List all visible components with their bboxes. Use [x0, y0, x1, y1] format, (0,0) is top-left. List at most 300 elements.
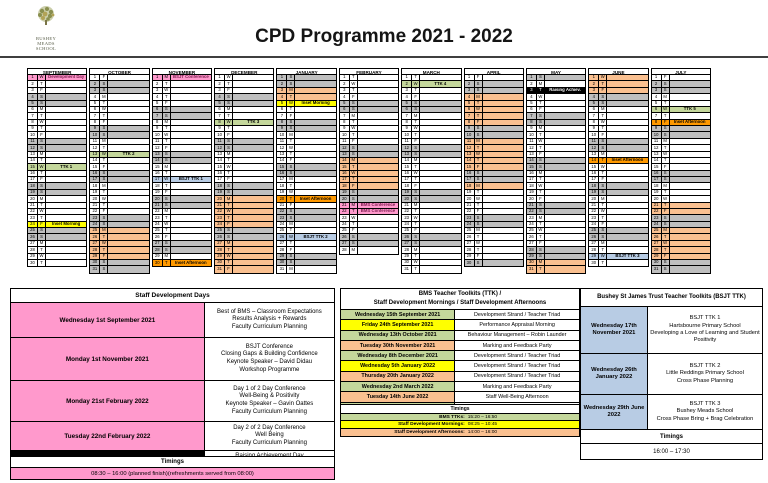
- day-letter: T: [598, 113, 606, 118]
- day-event-cell: [606, 139, 647, 144]
- day-letter: T: [474, 190, 482, 195]
- day-number: 7: [405, 113, 408, 118]
- day-event-cell: [669, 196, 710, 201]
- sdd-detail-line: Best of BMS – Classroom Expectations: [217, 308, 322, 315]
- day-number: 14: [340, 158, 349, 163]
- day-number: 8: [93, 119, 97, 125]
- day-letter: S: [286, 171, 294, 176]
- page-title: CPD Programme 2021 - 2022: [255, 26, 513, 47]
- day-event-cell: [294, 215, 335, 220]
- day-letter: T: [474, 101, 482, 106]
- sdd-detail-line: BSJT Conference: [245, 343, 294, 350]
- sdd-date: Wednesday 1st September 2021: [11, 303, 205, 337]
- day-letter: M: [536, 126, 544, 131]
- day-letter: W: [411, 171, 419, 176]
- day-letter: T: [536, 266, 544, 272]
- day-number: 26: [90, 234, 99, 239]
- bsjt-date: Wednesday 17th November 2021: [581, 307, 648, 353]
- day-event-cell: [107, 120, 148, 125]
- day-letter: W: [474, 152, 482, 157]
- month-january: [276, 68, 336, 274]
- calendar-event: Inset Afternoon: [294, 196, 335, 201]
- day-event-cell: [357, 171, 398, 176]
- bms-row: [341, 341, 579, 351]
- calendar-event: BMS Conference: [357, 203, 398, 208]
- month-body: [401, 75, 461, 274]
- day-letter: W: [224, 209, 232, 214]
- day-number: 22: [92, 208, 98, 214]
- day-event-cell: [232, 241, 273, 246]
- day-number: 7: [527, 113, 536, 118]
- day-number: 26: [215, 234, 224, 239]
- day-number: 17: [30, 177, 35, 182]
- day-letter: F: [224, 222, 232, 227]
- day-letter: W: [474, 241, 482, 246]
- day-letter: T: [474, 247, 482, 252]
- day-number: 6: [153, 107, 162, 112]
- day-number: 23: [465, 215, 474, 220]
- day-number: 5: [215, 101, 224, 106]
- day-number: 26: [402, 234, 411, 239]
- day-letter: W: [598, 164, 606, 169]
- day-letter: F: [536, 196, 544, 201]
- day-number: 13: [30, 151, 35, 156]
- day-letter: M: [474, 228, 482, 233]
- day-number: 21: [652, 203, 661, 208]
- day-number: 23: [154, 215, 160, 220]
- day-row: [277, 266, 335, 272]
- day-letter: T: [349, 120, 357, 125]
- day-event-cell: [669, 145, 710, 150]
- panel-title: Bushey St James Trust Teacher Toolkits (BSJT TTK): [581, 289, 762, 307]
- day-event-cell: [357, 177, 398, 182]
- day-number: 7: [280, 113, 284, 118]
- day-number: 4: [156, 94, 159, 99]
- day-letter: T: [536, 101, 544, 106]
- bsjt-date: Wednesday 26th January 2022: [581, 354, 648, 394]
- day-letter: S: [411, 234, 419, 239]
- day-event-cell: [544, 183, 585, 188]
- month-october: [89, 68, 149, 274]
- day-number: 31: [215, 266, 224, 272]
- day-number: 14: [653, 157, 659, 163]
- day-number: 14: [153, 158, 162, 163]
- day-event-cell: [170, 171, 211, 176]
- day-number: 16: [404, 170, 409, 176]
- day-letter: T: [162, 126, 170, 131]
- day-number: 8: [465, 120, 474, 125]
- day-number: 23: [30, 215, 35, 220]
- bms-timings-rows: [341, 414, 579, 436]
- day-letter: T: [536, 88, 544, 93]
- month-body: [651, 75, 711, 274]
- day-number: 15: [340, 164, 349, 169]
- day-number: 4: [343, 94, 346, 99]
- calendar-event: BMS Conference: [357, 209, 398, 214]
- day-number: 13: [279, 151, 285, 156]
- day-letter: F: [162, 145, 170, 150]
- day-row: [215, 266, 273, 272]
- month-header: DECEMBER: [214, 68, 274, 75]
- day-letter: T: [536, 132, 544, 137]
- day-event-cell: [232, 132, 273, 137]
- day-letter: W: [598, 75, 606, 80]
- day-number: 26: [589, 234, 598, 239]
- month-body: [27, 75, 87, 267]
- day-number: 9: [405, 126, 408, 131]
- day-letter: W: [224, 164, 232, 169]
- day-event-cell: [232, 101, 273, 106]
- day-row: [465, 260, 523, 266]
- day-event-cell: [544, 209, 585, 214]
- bsjt-row: [581, 307, 762, 354]
- day-event-cell: [606, 196, 647, 201]
- day-event-cell: [419, 126, 460, 131]
- day-event-cell: [357, 75, 398, 80]
- day-number: 24: [591, 221, 597, 227]
- day-letter: T: [162, 94, 170, 99]
- day-letter: F: [224, 266, 232, 272]
- day-letter: T: [536, 222, 544, 227]
- day-event-cell: [170, 247, 211, 252]
- day-letter: S: [536, 164, 544, 169]
- day-letter: W: [37, 209, 45, 214]
- day-letter: T: [411, 120, 419, 125]
- day-event-cell: [419, 177, 460, 182]
- day-letter: S: [474, 126, 482, 131]
- day-number: 6: [31, 106, 34, 112]
- day-event-cell: [170, 203, 211, 208]
- day-letter: F: [99, 254, 107, 259]
- day-letter: T: [474, 234, 482, 239]
- day-number: 16: [652, 171, 661, 176]
- day-event-cell: [107, 139, 148, 144]
- day-event-cell: [232, 139, 273, 144]
- bsjt-row: [581, 354, 762, 395]
- day-event-cell: [232, 107, 273, 112]
- day-number: 17: [404, 177, 409, 182]
- day-event-cell: [419, 101, 460, 106]
- day-letter: S: [536, 75, 544, 80]
- day-number: 31: [404, 266, 409, 272]
- day-event-cell: [482, 120, 523, 125]
- day-number: 19: [466, 189, 472, 195]
- day-number: 10: [154, 132, 160, 137]
- calendar: [27, 68, 711, 274]
- day-number: 27: [529, 240, 534, 246]
- day-number: 21: [30, 202, 35, 207]
- day-number: 20: [402, 196, 411, 201]
- day-event-cell: [419, 120, 460, 125]
- bms-timing-label: BMS TTKs:: [439, 414, 465, 420]
- day-event-cell: [170, 88, 211, 93]
- day-number: 28: [215, 247, 224, 252]
- day-letter: S: [286, 164, 294, 169]
- day-number: 17: [591, 177, 597, 182]
- day-letter: T: [598, 158, 606, 163]
- day-event-cell: [357, 228, 398, 233]
- day-event-cell: [669, 177, 710, 182]
- day-event-cell: [419, 196, 460, 201]
- day-event-cell: [419, 171, 460, 176]
- day-event-cell: [482, 171, 523, 176]
- day-letter: M: [162, 75, 170, 80]
- sdd-detail-line: Closing Gaps & Building Confidence: [221, 351, 318, 358]
- day-event-cell: [107, 241, 148, 246]
- day-event-cell: [294, 209, 335, 214]
- day-event-cell: [544, 234, 585, 239]
- day-event-cell: [482, 228, 523, 233]
- day-event-cell: [419, 139, 460, 144]
- day-letter: F: [474, 75, 482, 80]
- day-event-cell: [544, 171, 585, 176]
- day-number: 9: [343, 126, 346, 131]
- day-letter: M: [411, 247, 419, 252]
- day-letter: T: [99, 145, 107, 150]
- day-number: 10: [404, 132, 409, 137]
- month-header: MARCH: [401, 68, 461, 75]
- day-letter: S: [99, 177, 107, 182]
- day-number: 30: [465, 260, 474, 266]
- day-letter: S: [162, 113, 170, 118]
- day-number: 15: [277, 164, 286, 169]
- day-number: 4: [530, 94, 533, 99]
- day-number: 17: [90, 177, 99, 182]
- day-event-cell: [170, 132, 211, 137]
- day-event-cell: [107, 247, 148, 252]
- day-number: 3: [589, 88, 598, 93]
- bsjt-detail-line: BSJT TTK 2: [689, 362, 721, 369]
- day-number: 23: [90, 215, 99, 220]
- day-number: 6: [340, 107, 349, 112]
- day-event-cell: [45, 81, 86, 86]
- day-number: 2: [465, 81, 474, 86]
- day-letter: S: [286, 81, 294, 86]
- day-number: 10: [279, 132, 285, 137]
- day-event-cell: [482, 183, 523, 188]
- day-letter: T: [411, 132, 419, 137]
- day-letter: F: [162, 101, 170, 106]
- day-event-cell: [544, 75, 585, 80]
- day-number: 15: [217, 164, 222, 169]
- day-event-cell: [45, 152, 86, 157]
- day-event-cell: [482, 107, 523, 112]
- bsjt-detail-line: Little Reddings Primary School: [666, 370, 744, 377]
- day-event-cell: [294, 152, 335, 157]
- day-number: 30: [90, 260, 99, 265]
- day-row: [652, 266, 710, 272]
- day-event-cell: [232, 164, 273, 169]
- bms-detail: Marking and Feedback Party: [482, 342, 552, 349]
- day-event-cell: [606, 164, 647, 169]
- day-letter: M: [349, 247, 357, 253]
- day-letter: M: [536, 171, 544, 176]
- day-number: 15: [653, 164, 659, 169]
- day-event-cell: [45, 132, 86, 137]
- day-number: 16: [591, 170, 597, 176]
- day-letter: T: [598, 203, 606, 208]
- day-letter: S: [661, 171, 669, 176]
- day-letter: M: [162, 254, 170, 259]
- day-event-cell: [482, 158, 523, 163]
- day-letter: T: [411, 254, 419, 259]
- day-event-cell: [544, 139, 585, 144]
- day-letter: S: [411, 190, 419, 195]
- day-number: 7: [31, 113, 34, 118]
- day-letter: W: [661, 152, 669, 157]
- day-number: 9: [218, 126, 221, 131]
- day-letter: S: [411, 145, 419, 150]
- day-letter: S: [474, 171, 482, 176]
- calendar-event: BSJT Conference: [170, 75, 211, 80]
- calendar-event: TTK 2: [107, 152, 148, 157]
- day-event-cell: [45, 88, 86, 93]
- day-letter: T: [349, 222, 357, 227]
- day-number: 17: [340, 177, 349, 182]
- day-event-cell: [170, 190, 211, 195]
- day-event-cell: [544, 126, 585, 131]
- day-letter: T: [286, 183, 294, 188]
- day-letter: F: [661, 209, 669, 214]
- day-number: 20: [277, 196, 286, 201]
- day-number: 4: [28, 94, 37, 99]
- day-event-cell: [294, 164, 335, 169]
- bms-row: [341, 320, 579, 330]
- day-number: 24: [341, 221, 347, 227]
- day-letter: M: [536, 215, 544, 220]
- day-number: 5: [654, 100, 658, 105]
- day-letter: T: [661, 145, 669, 150]
- day-event-cell: [606, 190, 647, 195]
- day-number: 2: [156, 81, 159, 86]
- day-letter: M: [99, 94, 107, 99]
- day-letter: W: [162, 88, 170, 93]
- day-number: 27: [30, 240, 35, 246]
- day-letter: W: [536, 183, 544, 188]
- day-number: 14: [217, 157, 222, 163]
- day-number: 9: [592, 126, 595, 131]
- day-number: 1: [218, 75, 221, 80]
- day-number: 4: [465, 94, 474, 99]
- day-number: 5: [530, 100, 533, 105]
- day-letter: W: [286, 190, 294, 195]
- day-event-cell: [419, 215, 460, 220]
- day-letter: W: [286, 145, 294, 150]
- day-number: 20: [653, 196, 659, 201]
- day-event-cell: [170, 196, 211, 201]
- calendar-event: BSJT TTK 2: [294, 234, 335, 239]
- sdd-detail-line: Well-Being & Positivity: [239, 393, 300, 400]
- day-event-cell: [419, 145, 460, 150]
- day-letter: F: [99, 120, 107, 125]
- bms-date: Friday 24th September 2021: [341, 320, 455, 329]
- day-event-cell: [357, 241, 398, 246]
- day-number: 3: [405, 87, 408, 93]
- day-number: 16: [465, 171, 474, 176]
- day-letter: T: [598, 260, 606, 266]
- day-number: 21: [591, 202, 597, 207]
- day-number: 6: [218, 106, 221, 112]
- day-event-cell: [357, 152, 398, 157]
- month-june: [588, 68, 648, 274]
- day-event-cell: [170, 113, 211, 118]
- day-event-cell: [45, 247, 86, 252]
- day-number: 18: [340, 183, 349, 188]
- day-letter: S: [598, 234, 606, 239]
- day-letter: S: [37, 139, 45, 144]
- day-event-cell: [419, 241, 460, 246]
- day-letter: W: [99, 241, 107, 246]
- month-may: [526, 68, 586, 274]
- day-number: 3: [90, 88, 99, 93]
- month-header: JUNE: [588, 68, 648, 75]
- day-number: 15: [28, 164, 37, 169]
- bsjt-rows: [581, 307, 762, 430]
- day-letter: T: [224, 203, 232, 208]
- day-number: 23: [591, 215, 597, 220]
- bms-timing-value: 14:00 – 16:00: [467, 429, 498, 435]
- day-number: 13: [340, 152, 349, 157]
- day-letter: M: [224, 152, 232, 157]
- day-event-cell: [232, 171, 273, 176]
- day-number: 29: [154, 253, 160, 258]
- day-event-cell: [170, 215, 211, 220]
- day-number: 11: [28, 139, 37, 144]
- day-number: 16: [217, 170, 222, 176]
- day-letter: W: [37, 164, 45, 169]
- calendar-event: TTK 3: [232, 120, 273, 125]
- day-letter: T: [37, 215, 45, 220]
- day-letter: S: [598, 228, 606, 233]
- day-letter: T: [37, 247, 45, 252]
- day-number: 29: [215, 254, 224, 259]
- day-row: [402, 266, 460, 272]
- day-event-cell: [606, 171, 647, 176]
- day-letter: T: [661, 247, 669, 252]
- day-letter: F: [661, 164, 669, 169]
- day-letter: T: [661, 190, 669, 195]
- day-event-cell: [357, 190, 398, 195]
- day-letter: S: [162, 158, 170, 163]
- sdd-detail-line: Faculty Curriculum Planning: [231, 323, 307, 330]
- day-event-cell: [419, 254, 460, 259]
- day-letter: W: [536, 139, 544, 144]
- day-event-cell: [544, 266, 585, 272]
- day-event-cell: [606, 101, 647, 106]
- day-letter: F: [99, 164, 107, 169]
- day-letter: S: [349, 241, 357, 246]
- day-number: 14: [527, 158, 536, 163]
- day-event-cell: [419, 203, 460, 208]
- day-number: 13: [153, 152, 162, 157]
- panel-title: [341, 289, 579, 310]
- sdd-detail-line: Day 1 of 2 Day Conference: [233, 385, 306, 392]
- day-letter: S: [598, 145, 606, 150]
- day-event-cell: [170, 254, 211, 259]
- day-letter: T: [99, 113, 107, 118]
- day-letter: S: [661, 81, 669, 86]
- sdd-detail-line: Workshop Programme: [239, 366, 300, 373]
- day-letter: S: [474, 177, 482, 182]
- day-letter: T: [37, 203, 45, 208]
- day-letter: S: [37, 228, 45, 233]
- day-number: 1: [153, 75, 162, 80]
- day-letter: T: [349, 164, 357, 169]
- day-letter: T: [286, 94, 294, 99]
- day-number: 11: [92, 138, 98, 144]
- day-event-cell: [482, 196, 523, 201]
- day-event-cell: [45, 171, 86, 176]
